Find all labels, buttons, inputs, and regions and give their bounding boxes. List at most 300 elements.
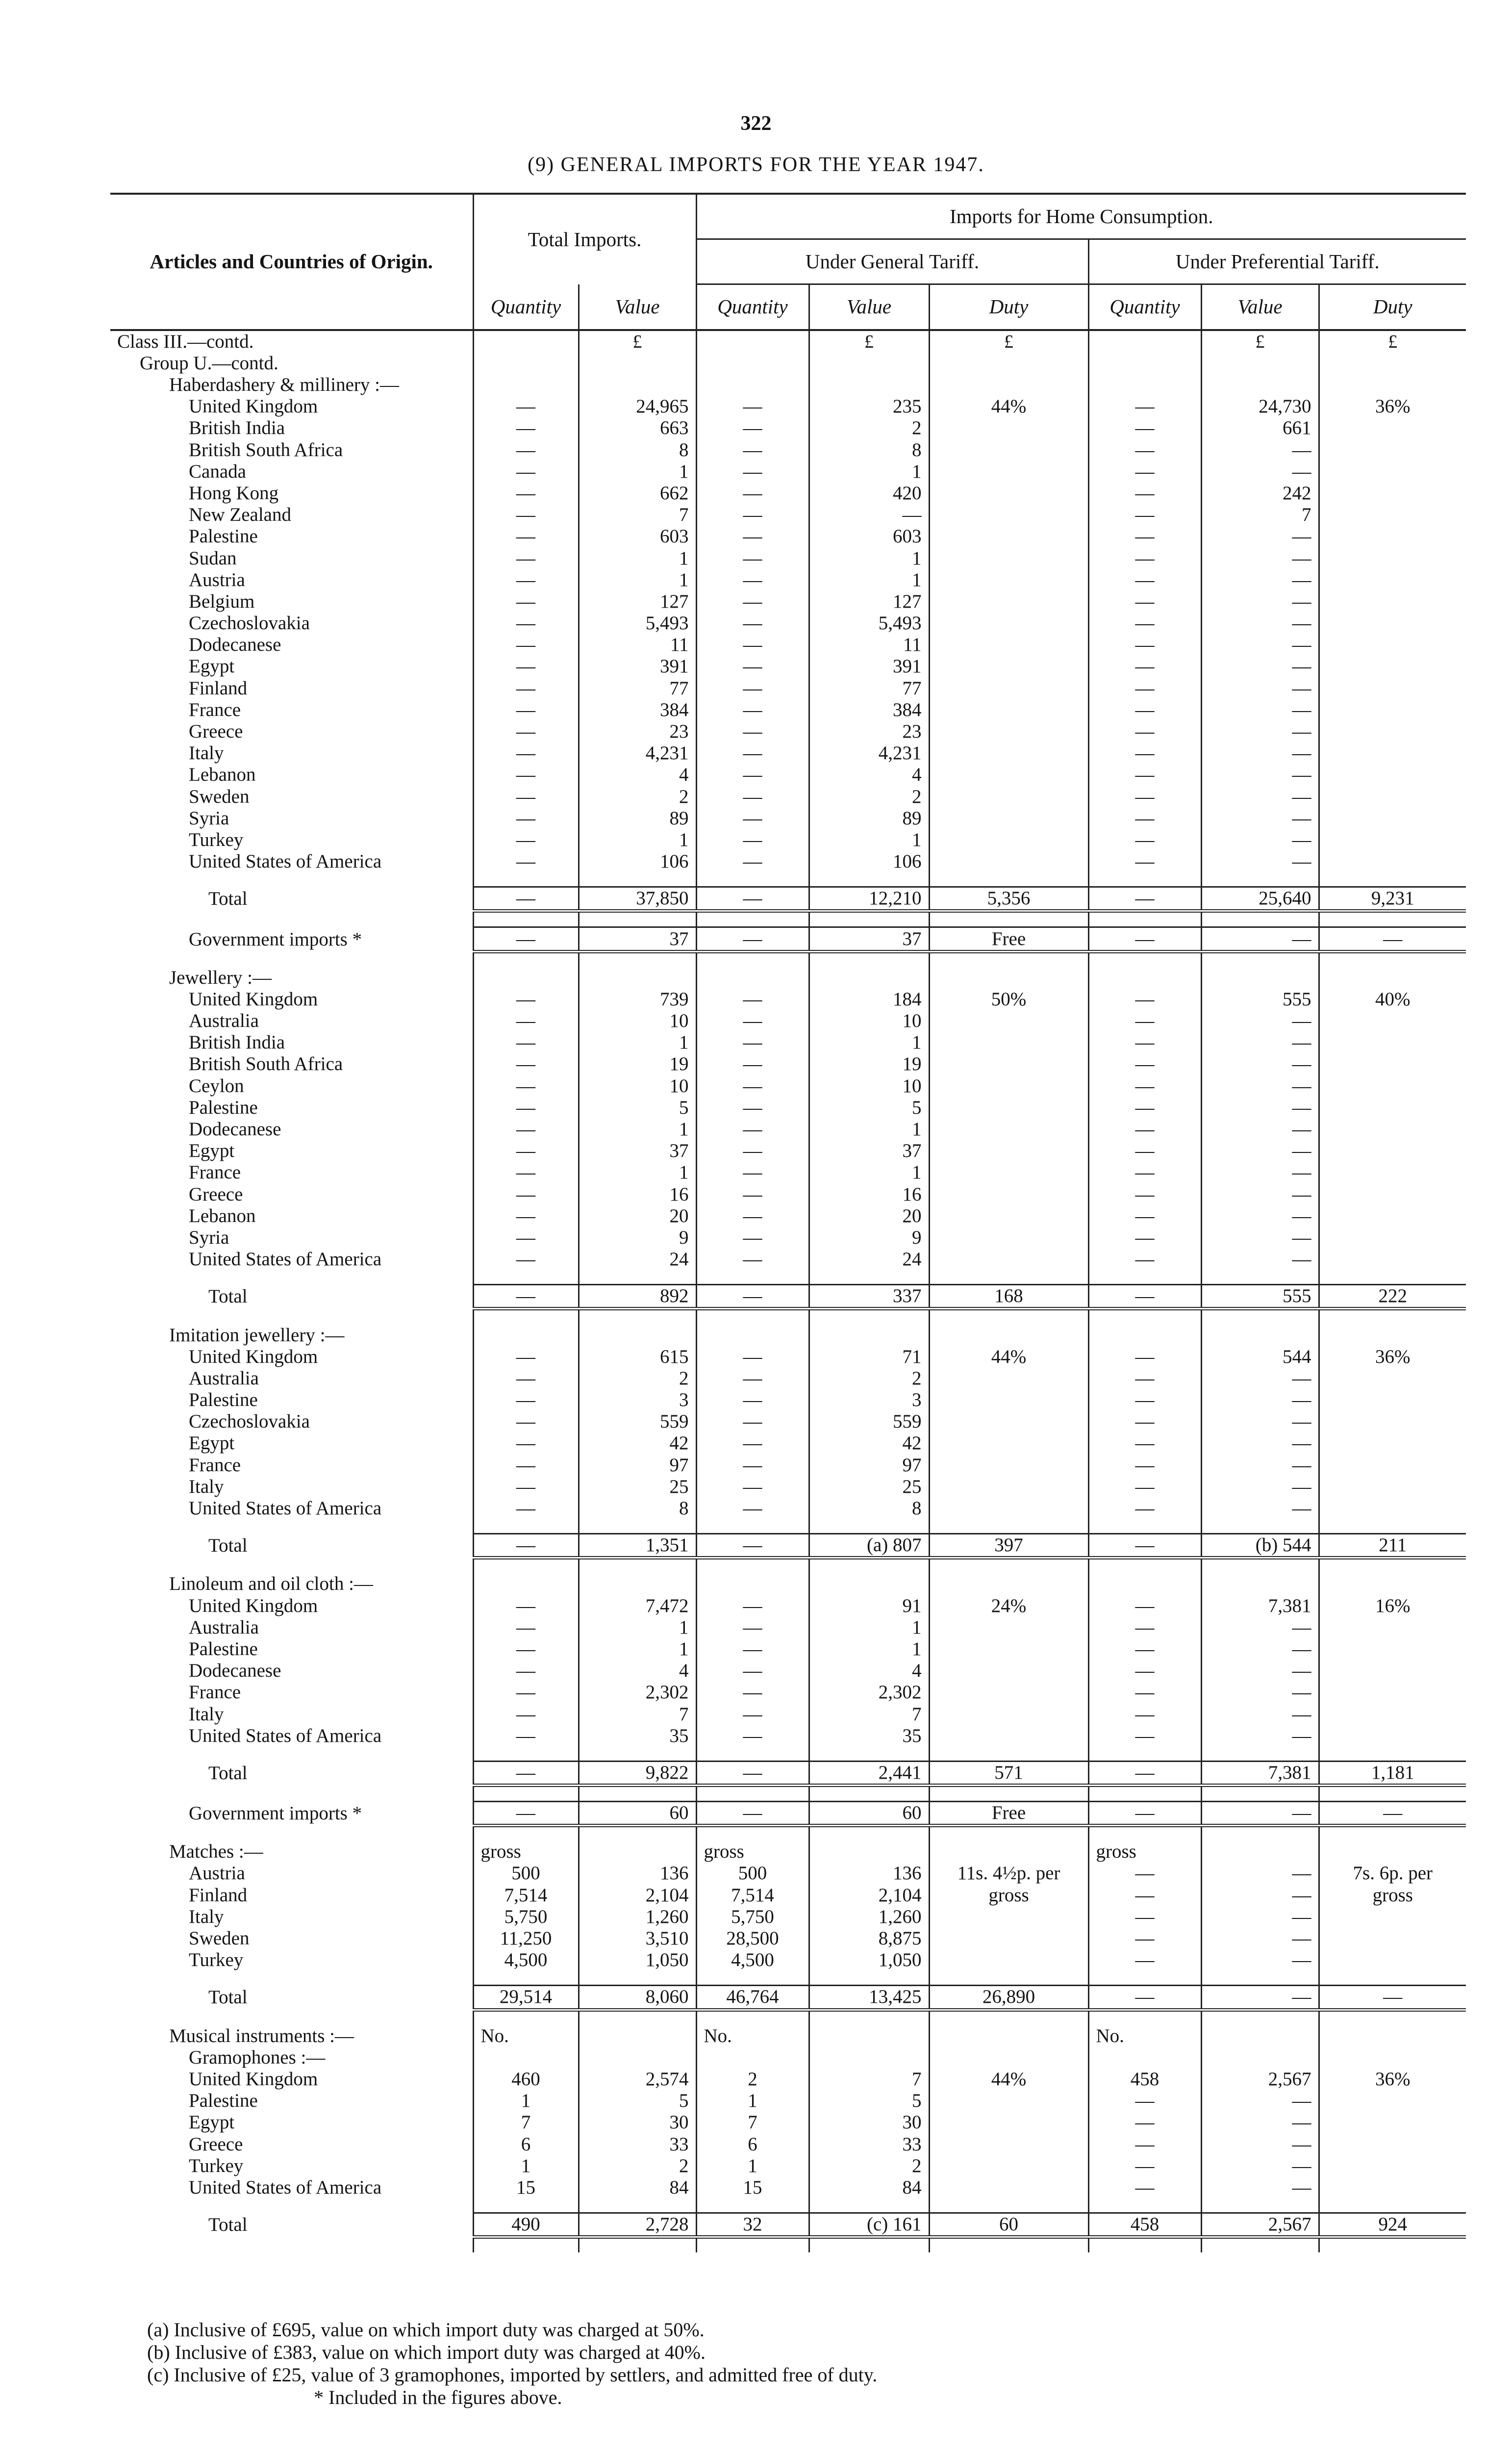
cell-gd: [929, 1573, 1088, 1595]
cell-pq: —: [1088, 1476, 1201, 1498]
cell-gd: [929, 1010, 1088, 1032]
cell-gd: [929, 829, 1088, 851]
cell-pq: —: [1088, 742, 1201, 764]
cell-tq: —: [473, 1498, 579, 1519]
country-name: United Kingdom: [189, 2068, 318, 2090]
cell-gv: 25: [809, 1476, 929, 1498]
cell-pq: —: [1088, 1097, 1201, 1119]
cell-tq: —: [473, 1119, 579, 1140]
cell-gq: —: [696, 656, 809, 677]
cell-gv: 10: [809, 1010, 929, 1032]
cell-pd: [1319, 1660, 1466, 1682]
cell-tv: 8,060: [579, 1986, 696, 2010]
cell-gd: [929, 1906, 1088, 1928]
cell-pd: [1319, 1949, 1466, 1971]
cell-gv: 1,260: [809, 1906, 929, 1928]
cell-pd: [1319, 1075, 1466, 1097]
cell-gd: [929, 417, 1088, 439]
cell-tv: 9: [579, 1227, 696, 1249]
table-row: [110, 396, 1466, 417]
articles-header: Articles and Countries of Origin.: [110, 194, 473, 330]
spacer-row: [110, 1270, 1466, 1285]
table-row: [110, 1032, 1466, 1053]
cell-gv: 184: [809, 989, 929, 1010]
cell-gd: [929, 1703, 1088, 1725]
cell-pv: —: [1201, 439, 1319, 461]
section-heading-row: [110, 1573, 1466, 1595]
section-heading: Musical instruments :—: [169, 2025, 354, 2046]
cell-gv: 37: [809, 927, 929, 951]
table-row: [110, 1660, 1466, 1682]
cell-tv: 23: [579, 721, 696, 742]
cell-pv: —: [1201, 829, 1319, 851]
cell-pv: —: [1201, 2090, 1319, 2112]
country-name: British India: [189, 1032, 285, 1053]
cell-gq: —: [696, 1595, 809, 1617]
country-name: Ceylon: [189, 1075, 244, 1097]
cell-gq: —: [696, 504, 809, 526]
cell-tq: —: [473, 1249, 579, 1270]
cell-pv: —: [1201, 1389, 1319, 1411]
cell-pq: —: [1088, 1595, 1201, 1617]
cell-tv: 1: [579, 547, 696, 569]
col-preferential-quantity: Quantity: [1088, 284, 1201, 330]
subheading-row: [110, 2047, 1466, 2069]
cell-tq: —: [473, 989, 579, 1010]
cell-gq: —: [696, 1227, 809, 1249]
currency-preferential-value: £: [1201, 330, 1319, 353]
table-row: [110, 721, 1466, 742]
cell-pd: 7s. 6p. per: [1319, 1863, 1466, 1884]
group-label: Group U.—contd.: [140, 352, 278, 374]
cell-pq: —: [1088, 1368, 1201, 1389]
unit-label: gross: [473, 1841, 579, 1863]
cell-gq: —: [696, 808, 809, 829]
table-row: [110, 1249, 1466, 1270]
section-heading-row: [110, 374, 1466, 396]
table-row: [110, 764, 1466, 786]
country-name: United States of America: [189, 1498, 382, 1519]
table-row: [110, 1140, 1466, 1162]
cell-pq: —: [1088, 887, 1201, 911]
cell-gq: —: [696, 989, 809, 1010]
cell-tv: 2: [579, 1368, 696, 1389]
cell-gv: 37: [809, 1140, 929, 1162]
cell-pv: —: [1201, 721, 1319, 742]
cell-gq: 2: [696, 2069, 809, 2090]
cell-gq: —: [696, 1476, 809, 1498]
cell-tq: 11,250: [473, 1928, 579, 1949]
table-row: [110, 526, 1466, 547]
cell-gv: 16: [809, 1184, 929, 1205]
cell-gq: —: [696, 1432, 809, 1454]
cell-pq: —: [1088, 461, 1201, 483]
spacer-row: [110, 1309, 1466, 1325]
total-row: [110, 2213, 1466, 2237]
cell-gv: 10: [809, 1075, 929, 1097]
cell-gv: [809, 967, 929, 989]
cell-pd: [1319, 1725, 1466, 1747]
cell-tv: 1: [579, 829, 696, 851]
cell-tv: [579, 374, 696, 396]
cell-pq: —: [1088, 1140, 1201, 1162]
cell-gd: [929, 1682, 1088, 1703]
cell-gd: [929, 2047, 1088, 2069]
cell-gv: 42: [809, 1432, 929, 1454]
cell-gd: [929, 1432, 1088, 1454]
cell-gq: —: [696, 721, 809, 742]
table-row: [110, 1595, 1466, 1617]
table-row: [110, 1411, 1466, 1432]
table-row: [110, 1184, 1466, 1205]
cell-pq: —: [1088, 1682, 1201, 1703]
cell-pq: 458: [1088, 2213, 1201, 2237]
cell-gq: —: [696, 439, 809, 461]
class-label: Class III.—contd.: [117, 331, 254, 352]
cell-pv: —: [1201, 808, 1319, 829]
cell-gv: 1: [809, 829, 929, 851]
cell-gd: [929, 1368, 1088, 1389]
cell-gd: [929, 613, 1088, 634]
col-preferential-value: Value: [1201, 284, 1319, 330]
cell-gv: 5: [809, 1097, 929, 1119]
cell-gq: —: [696, 1703, 809, 1725]
cell-pd: 40%: [1319, 989, 1466, 1010]
cell-gq: 5,750: [696, 1906, 809, 1928]
cell-gd: [929, 2133, 1088, 2155]
cell-tv: 1: [579, 1638, 696, 1660]
cell-pq: —: [1088, 1906, 1201, 1928]
cell-gd: [929, 1928, 1088, 1949]
cell-gq: —: [696, 1205, 809, 1227]
cell-tq: —: [473, 1432, 579, 1454]
cell-gq: —: [696, 483, 809, 504]
cell-pv: —: [1201, 1986, 1319, 2010]
cell-tv: 1: [579, 1119, 696, 1140]
table-row: [110, 1227, 1466, 1249]
cell-gq: —: [696, 1368, 809, 1389]
cell-gd: [929, 656, 1088, 677]
cell-pd: [1319, 1010, 1466, 1032]
cell-pd: [1319, 634, 1466, 656]
cell-gv: 2: [809, 2155, 929, 2177]
country-name: Czechoslovakia: [189, 613, 310, 634]
cell-gv: [809, 1841, 929, 1863]
cell-gq: 1: [696, 2090, 809, 2112]
country-name: United Kingdom: [189, 1595, 318, 1616]
cell-gv: 4,231: [809, 742, 929, 764]
cell-gq: —: [696, 1638, 809, 1660]
country-name: Egypt: [189, 2112, 235, 2133]
cell-tv: 663: [579, 417, 696, 439]
cell-pv: —: [1201, 1725, 1319, 1747]
cell-tq: —: [473, 1227, 579, 1249]
cell-tq: 1: [473, 2155, 579, 2177]
cell-pd: [1319, 374, 1466, 396]
spacer-row: [110, 2237, 1466, 2253]
cell-pq: —: [1088, 1703, 1201, 1725]
cell-pd: 222: [1319, 1285, 1466, 1309]
table-row: [110, 1162, 1466, 1183]
table-row: [110, 547, 1466, 569]
cell-pq: —: [1088, 851, 1201, 872]
cell-pv: —: [1201, 1455, 1319, 1476]
cell-tv: 1,351: [579, 1534, 696, 1558]
cell-gd: [929, 1053, 1088, 1075]
country-name: Italy: [189, 742, 224, 764]
cell-gv: 1: [809, 1617, 929, 1638]
cell-pd: —: [1319, 927, 1466, 951]
cell-tv: [579, 2025, 696, 2047]
cell-gq: —: [696, 613, 809, 634]
country-name: United Kingdom: [189, 1346, 318, 1367]
cell-tq: —: [473, 1205, 579, 1227]
cell-gv: 8: [809, 1498, 929, 1519]
cell-pq: —: [1088, 1227, 1201, 1249]
cell-gq: —: [696, 1249, 809, 1270]
country-name: Austria: [189, 1863, 245, 1884]
cell-gd: Free: [929, 1802, 1088, 1826]
cell-gd: [929, 483, 1088, 504]
cell-gv: 1: [809, 1638, 929, 1660]
section-subheading: Gramophones :—: [189, 2046, 326, 2068]
country-name: Belgium: [189, 590, 255, 612]
cell-gq: —: [696, 569, 809, 591]
cell-gq: —: [696, 699, 809, 721]
cell-gq: 6: [696, 2133, 809, 2155]
cell-pv: 2,567: [1201, 2213, 1319, 2237]
cell-gq: —: [696, 634, 809, 656]
cell-pv: —: [1201, 851, 1319, 872]
cell-pq: —: [1088, 2133, 1201, 2155]
cell-gq: —: [696, 1455, 809, 1476]
table-row: [110, 1053, 1466, 1075]
cell-gd: 397: [929, 1534, 1088, 1558]
unit-label: No.: [1088, 2025, 1201, 2047]
cell-tv: 136: [579, 1863, 696, 1884]
cell-tv: 1: [579, 1032, 696, 1053]
cell-tq: —: [473, 1725, 579, 1747]
cell-pd: [1319, 851, 1466, 872]
cell-pv: [1201, 1324, 1319, 1346]
table-row: [110, 504, 1466, 526]
section-heading: Jewellery :—: [169, 967, 272, 988]
cell-gv: 420: [809, 483, 929, 504]
cell-tv: 2,302: [579, 1682, 696, 1703]
cell-gd: [929, 1949, 1088, 1971]
cell-pq: —: [1088, 591, 1201, 613]
cell-tv: 30: [579, 2112, 696, 2133]
cell-tq: —: [473, 764, 579, 786]
cell-tq: —: [473, 1761, 579, 1785]
cell-gv: 5,493: [809, 613, 929, 634]
cell-pd: [1319, 2047, 1466, 2069]
cell-pd: 924: [1319, 2213, 1466, 2237]
cell-gd: 5,356: [929, 887, 1088, 911]
cell-tq: —: [473, 526, 579, 547]
cell-tq: —: [473, 1032, 579, 1053]
cell-tv: 42: [579, 1432, 696, 1454]
cell-gd: [929, 1097, 1088, 1119]
cell-gd: 168: [929, 1285, 1088, 1309]
cell-pv: —: [1201, 1411, 1319, 1432]
cell-tv: 2: [579, 2155, 696, 2177]
cell-tq: —: [473, 396, 579, 417]
currency-general-duty: £: [929, 330, 1088, 353]
cell-pd: [1319, 1053, 1466, 1075]
table-row: [110, 742, 1466, 764]
cell-pv: —: [1201, 786, 1319, 808]
table-row: [110, 569, 1466, 591]
cell-tq: 4,500: [473, 1949, 579, 1971]
cell-pd: [1319, 1119, 1466, 1140]
footnote-a: (a) Inclusive of £695, value on which import duty was charged at 50%.: [147, 2319, 705, 2341]
cell-gd: [929, 742, 1088, 764]
cell-tq: —: [473, 547, 579, 569]
cell-tv: [579, 2047, 696, 2069]
cell-pd: 16%: [1319, 1595, 1466, 1617]
cell-gq: —: [696, 1346, 809, 1368]
table-row: [110, 2112, 1466, 2133]
cell-pq: [1088, 1324, 1201, 1346]
cell-gv: 235: [809, 396, 929, 417]
cell-gq: —: [696, 1140, 809, 1162]
cell-pq: —: [1088, 1285, 1201, 1309]
cell-tq: —: [473, 1660, 579, 1682]
cell-gd: 60: [929, 2213, 1088, 2237]
cell-gd: 44%: [929, 1346, 1088, 1368]
cell-pq: —: [1088, 2155, 1201, 2177]
table-row: [110, 1682, 1466, 1703]
spacer-row: [110, 2010, 1466, 2025]
table-row: [110, 2069, 1466, 2090]
cell-gv: 8: [809, 439, 929, 461]
cell-tv: 391: [579, 656, 696, 677]
cell-tv: 615: [579, 1346, 696, 1368]
country-name: Sweden: [189, 1928, 250, 1949]
cell-gd: [929, 1841, 1088, 1863]
cell-tv: 84: [579, 2177, 696, 2198]
cell-tq: —: [473, 1682, 579, 1703]
cell-gq: —: [696, 1053, 809, 1075]
cell-gd: [929, 1389, 1088, 1411]
country-name: Australia: [189, 1616, 259, 1638]
cell-gv: 2,441: [809, 1761, 929, 1785]
class-row: [110, 330, 1466, 353]
total-label: Total: [208, 1535, 248, 1557]
cell-tv: 37: [579, 927, 696, 951]
cell-tq: —: [473, 439, 579, 461]
table-row: [110, 1432, 1466, 1454]
cell-tq: —: [473, 1140, 579, 1162]
country-name: Hong Kong: [189, 482, 279, 504]
table-row: [110, 989, 1466, 1010]
cell-gd: [929, 1140, 1088, 1162]
cell-tv: 1,050: [579, 1949, 696, 1971]
cell-pv: (b) 544: [1201, 1534, 1319, 1558]
cell-pq: —: [1088, 1053, 1201, 1075]
cell-gd: [929, 2090, 1088, 2112]
cell-pd: [1319, 1703, 1466, 1725]
imports-table: [110, 193, 1466, 2252]
cell-tq: [473, 2047, 579, 2069]
cell-gq: —: [696, 1389, 809, 1411]
cell-pv: —: [1201, 2155, 1319, 2177]
cell-tv: 603: [579, 526, 696, 547]
cell-pq: —: [1088, 989, 1201, 1010]
cell-gv: 1: [809, 1162, 929, 1183]
spacer-row: [110, 1971, 1466, 1986]
cell-pv: —: [1201, 1703, 1319, 1725]
table-row: [110, 1389, 1466, 1411]
total-label: Total: [208, 2214, 248, 2236]
cell-tv: 1,260: [579, 1906, 696, 1928]
cell-tv: 739: [579, 989, 696, 1010]
cell-gq: —: [696, 1032, 809, 1053]
spacer-row: [110, 951, 1466, 967]
cell-pd: [1319, 547, 1466, 569]
cell-pv: —: [1201, 1119, 1319, 1140]
cell-gd: [929, 1227, 1088, 1249]
cell-tq: —: [473, 1617, 579, 1638]
cell-pd: [1319, 2133, 1466, 2155]
cell-tq: [473, 1573, 579, 1595]
cell-gv: 7: [809, 1703, 929, 1725]
cell-pv: 555: [1201, 1285, 1319, 1309]
cell-tq: —: [473, 504, 579, 526]
cell-gq: —: [696, 461, 809, 483]
table-row: [110, 2155, 1466, 2177]
cell-tv: 4: [579, 764, 696, 786]
cell-pd: [1319, 461, 1466, 483]
cell-tv: 1: [579, 1162, 696, 1183]
cell-gd: [929, 1249, 1088, 1270]
cell-pv: —: [1201, 927, 1319, 951]
currency-general-value: £: [809, 330, 929, 353]
cell-gq: —: [696, 1617, 809, 1638]
cell-gv: 2,302: [809, 1682, 929, 1703]
cell-pv: 555: [1201, 989, 1319, 1010]
cell-gd: Free: [929, 927, 1088, 951]
cell-gv: 7: [809, 2069, 929, 2090]
cell-tq: —: [473, 1455, 579, 1476]
cell-gv: 391: [809, 656, 929, 677]
col-preferential-duty: Duty: [1319, 284, 1466, 330]
cell-tv: 33: [579, 2133, 696, 2155]
cell-pd: [1319, 1617, 1466, 1638]
cell-tv: 7: [579, 1703, 696, 1725]
cell-pd: [1319, 2177, 1466, 2198]
cell-pq: —: [1088, 927, 1201, 951]
cell-pv: —: [1201, 1949, 1319, 1971]
cell-pq: —: [1088, 504, 1201, 526]
table-row: [110, 1928, 1466, 1949]
country-name: British South Africa: [189, 1053, 343, 1075]
cell-gv: 5: [809, 2090, 929, 2112]
cell-gd: 571: [929, 1761, 1088, 1785]
cell-gv: 106: [809, 851, 929, 872]
cell-gd: [929, 1617, 1088, 1638]
col-general-duty: Duty: [929, 284, 1088, 330]
cell-tv: 892: [579, 1285, 696, 1309]
country-name: Lebanon: [189, 1205, 256, 1226]
table-row: [110, 483, 1466, 504]
cell-gq: —: [696, 851, 809, 872]
spacer-row: [110, 2198, 1466, 2213]
cell-pv: —: [1201, 1075, 1319, 1097]
table-row: [110, 2090, 1466, 2112]
cell-tv: 2,728: [579, 2213, 696, 2237]
